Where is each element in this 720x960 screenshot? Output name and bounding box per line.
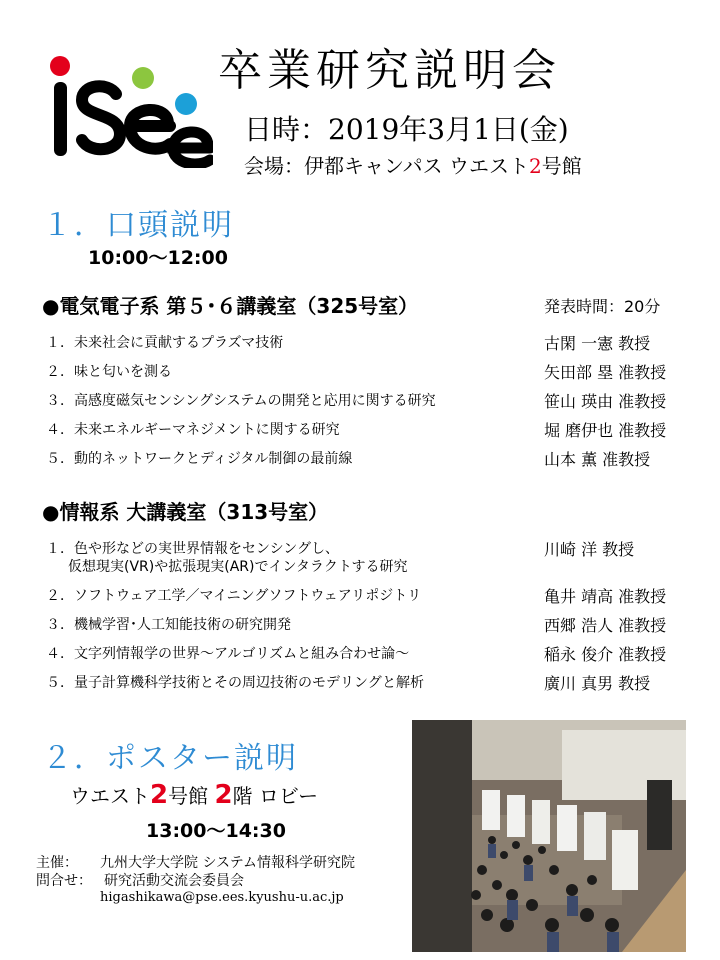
event-title: 卒業研究説明会: [218, 45, 561, 96]
item-title: 味と匂いを測る: [74, 364, 172, 380]
ee-item-1: [46, 332, 283, 352]
ee-item-2: [46, 361, 172, 381]
ee-person-4: 堀 磨伊也 准教授: [544, 421, 667, 440]
poster-time: 13:00～14:30: [146, 820, 286, 842]
ee-item-4: [46, 419, 340, 439]
logo-letter-s: [82, 86, 120, 149]
poster-loc-number: 2: [150, 780, 169, 810]
organizer-label: 主催：: [36, 855, 78, 871]
logo-blue-dot: [175, 93, 197, 115]
item-title: 未来エネルギーマネジメントに関する研究: [74, 422, 340, 438]
section-oral-heading: １．口頭説明: [42, 208, 234, 243]
organizer: 九州大学大学院 システム情報科学研究院: [100, 855, 356, 871]
item-number: ５．: [46, 451, 74, 467]
item-title: 高感度磁気センシングシステムの開発と応用に関する研究: [74, 393, 436, 409]
item-number: ２．: [46, 364, 74, 380]
item-number: ３．: [46, 617, 74, 633]
info-item-4: [46, 643, 409, 663]
info-person-2: 亀井 靖高 准教授: [544, 587, 667, 606]
poster-loc-lobby: 階 ロビー: [232, 784, 319, 808]
item-title: ソフトウェア工学／マイニングソフトウェアリポジトリ: [74, 588, 422, 604]
item-number: ３．: [46, 393, 74, 409]
poster-location: [70, 780, 318, 810]
presentation-duration: 発表時間：20分: [544, 297, 661, 316]
logo-letter-e2: [173, 132, 210, 164]
ee-person-1: 古閑 一憲 教授: [544, 334, 651, 353]
pse-logo: [38, 48, 213, 168]
ee-item-5: [46, 448, 352, 468]
ee-person-3: 笹山 瑛由 准教授: [544, 392, 667, 411]
logo-red-dot: [50, 56, 70, 76]
venue-prefix: 会場：伊都キャンパス ウエスト: [244, 154, 529, 178]
room-ee-heading: ●電気電子系 第５･６講義室（325号室）: [42, 294, 419, 318]
info-person-4: 稲永 俊介 准教授: [544, 645, 667, 664]
info-person-1: 川崎 洋 教授: [544, 540, 635, 559]
info-item-3: [46, 614, 291, 634]
room-info-heading: ●情報系 大講義室（313号室）: [42, 500, 329, 524]
poster-loc-floor: 2: [214, 780, 233, 810]
ee-person-2: 矢田部 塁 准教授: [544, 363, 667, 382]
info-item-2: [46, 585, 421, 605]
venue-number: 2: [528, 154, 542, 178]
contact-email: higashikawa@pse.ees.kyushu-u.ac.jp: [100, 890, 344, 905]
contact: 研究活動交流会委員会: [104, 873, 244, 889]
poster-loc-gokan: 号館: [168, 784, 215, 808]
ee-person-5: 山本 薫 准教授: [544, 450, 651, 469]
ee-item-3: [46, 390, 436, 410]
item-title: 文字列情報学の世界～アルゴリズムと組み合わせ論～: [74, 646, 410, 662]
info-item-1-line2: 仮想現実(VR)や拡張現実(AR)でインタラクトする研究: [68, 559, 408, 575]
item-title: 色や形などの実世界情報をセンシングし、: [74, 541, 340, 557]
poster-session-photo: [412, 720, 686, 952]
info-item-1: [46, 538, 339, 558]
info-item-5: [46, 672, 424, 692]
item-number: ４．: [46, 422, 74, 438]
info-person-3: 西郷 浩人 准教授: [544, 616, 667, 635]
item-title: 機械学習･人工知能技術の研究開発: [74, 617, 291, 633]
item-number: １．: [46, 335, 74, 351]
item-number: １．: [46, 541, 74, 557]
info-person-5: 廣川 真男 教授: [544, 674, 651, 693]
poster-loc-building: ウエスト: [70, 784, 150, 808]
item-number: ２．: [46, 588, 74, 604]
logo-green-dot: [132, 67, 154, 89]
logo-letter-i: [54, 82, 67, 156]
item-number: ５．: [46, 675, 74, 691]
oral-time: 10:00～12:00: [88, 247, 228, 269]
section-poster-heading: ２．ポスター説明: [42, 741, 298, 776]
event-venue: [244, 150, 582, 179]
venue-suffix: 号館: [541, 154, 582, 178]
item-title: 未来社会に貢献するプラズマ技術: [74, 335, 284, 351]
item-title: 量子計算機科学技術とその周辺技術のモデリングと解析: [74, 675, 424, 691]
contact-label: 問合せ：: [36, 873, 92, 889]
logo-letter-e1: [130, 110, 170, 149]
item-title: 動的ネットワークとディジタル制御の最前線: [74, 451, 353, 467]
item-number: ４．: [46, 646, 74, 662]
event-datetime: 日時：2019年3月1日(金): [244, 113, 569, 146]
